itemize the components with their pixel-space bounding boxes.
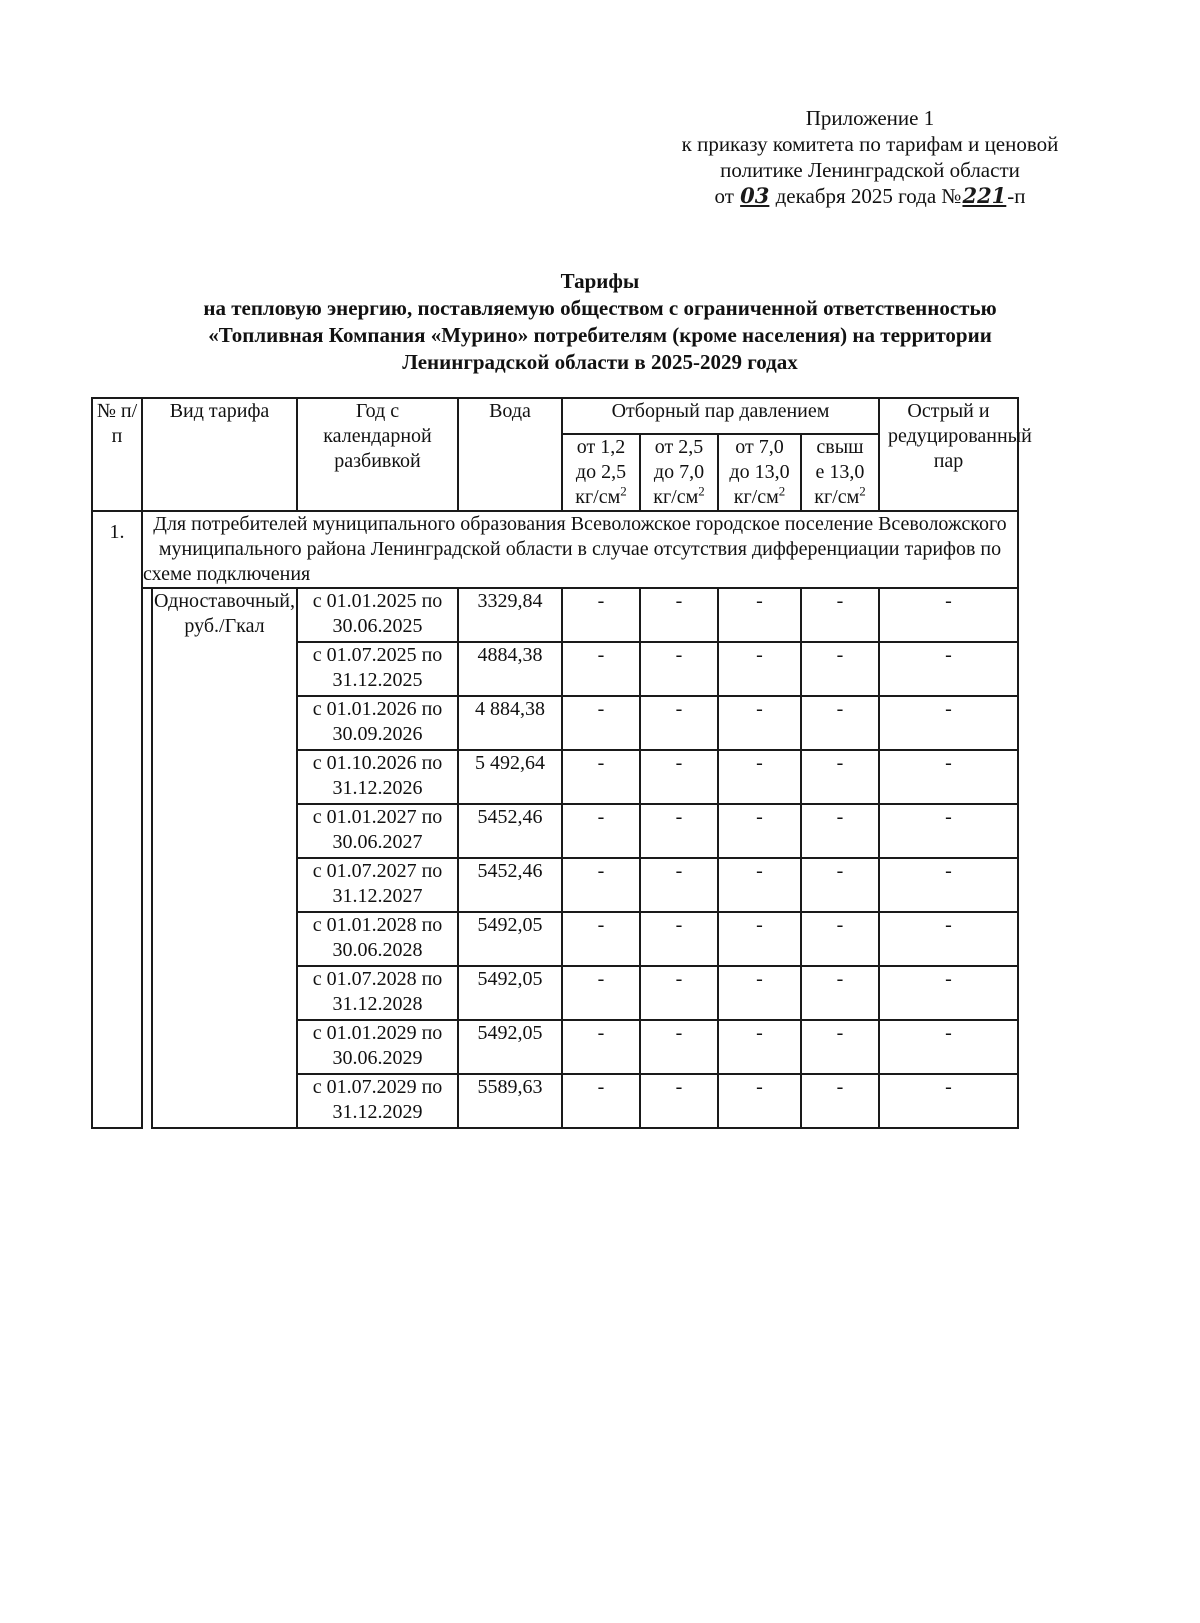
date-prefix: от [714, 184, 740, 208]
steam-3-cell: - [718, 912, 801, 966]
steam-4-cell: - [801, 966, 879, 1020]
acute-steam-cell: - [879, 912, 1018, 966]
water-tariff-cell: 4 884,38 [458, 696, 562, 750]
header-acute-steam: Острый и редуцированный пар [879, 398, 1018, 511]
header-num: № п/п [92, 398, 142, 511]
steam-2-cell: - [640, 912, 718, 966]
header-water: Вода [458, 398, 562, 511]
steam-1-cell: - [562, 804, 640, 858]
header-pressure-1: от 1,2 до 2,5 $кг/см^2$ [562, 434, 640, 511]
steam-4-cell: - [801, 642, 879, 696]
acute-steam-cell: - [879, 588, 1018, 642]
period-cell: с 01.07.2029 по 31.12.2029 [297, 1074, 458, 1128]
steam-2-cell: - [640, 858, 718, 912]
title-line-3: «Топливная Компания «Мурино» потребителям (кроме населения) на территории [208, 323, 992, 347]
steam-3-cell: - [718, 588, 801, 642]
acute-steam-cell: - [879, 804, 1018, 858]
steam-2-cell: - [640, 642, 718, 696]
water-tariff-cell: 5492,05 [458, 966, 562, 1020]
steam-3-cell: - [718, 858, 801, 912]
steam-2-cell: - [640, 966, 718, 1020]
appendix-committee-line: политике Ленинградской области [720, 158, 1020, 182]
date-suffix: -п [1007, 184, 1026, 208]
steam-2-cell: - [640, 750, 718, 804]
document-title [120, 268, 1080, 376]
section-description: Для потребителей муниципального образования Всеволожское городское поселение Всеволожского муниципального района Ленинградской области в случае отсутствия дифференциации тарифов по схеме подключения [142, 511, 1018, 588]
header-type: Вид тарифа [142, 398, 297, 511]
steam-4-cell: - [801, 858, 879, 912]
steam-3-cell: - [718, 966, 801, 1020]
steam-4-cell: - [801, 750, 879, 804]
section-row [92, 511, 1018, 588]
table-body [92, 511, 1018, 1128]
section-number: 1. [92, 511, 142, 1128]
handwritten-order-number: 221 [962, 183, 1007, 208]
steam-1-cell: - [562, 588, 640, 642]
acute-steam-cell: - [879, 1020, 1018, 1074]
steam-2-cell: - [640, 1074, 718, 1128]
appendix-header [640, 105, 1100, 209]
steam-4-cell: - [801, 912, 879, 966]
period-cell: с 01.07.2028 по 31.12.2028 [297, 966, 458, 1020]
steam-1-cell: - [562, 642, 640, 696]
appendix-date-line [640, 183, 1100, 209]
acute-steam-cell: - [879, 1074, 1018, 1128]
steam-2-cell: - [640, 804, 718, 858]
steam-2-cell: - [640, 696, 718, 750]
water-tariff-cell: 5452,46 [458, 804, 562, 858]
water-tariff-cell: 4884,38 [458, 642, 562, 696]
title-line-4: Ленинградской области в 2025-2029 годах [402, 350, 798, 374]
acute-steam-cell: - [879, 966, 1018, 1020]
acute-steam-cell: - [879, 696, 1018, 750]
handwritten-day: 03 [740, 183, 770, 208]
period-cell: с 01.01.2026 по 30.09.2026 [297, 696, 458, 750]
steam-1-cell: - [562, 696, 640, 750]
steam-4-cell: - [801, 588, 879, 642]
steam-3-cell: - [718, 804, 801, 858]
steam-4-cell: - [801, 1020, 879, 1074]
header-row [92, 398, 1018, 434]
appendix-title: Приложение 1 [805, 106, 935, 130]
header-pressure-3: от 7,0 до 13,0 $кг/см^2$ [718, 434, 801, 511]
water-tariff-cell: 5 492,64 [458, 750, 562, 804]
period-cell: с 01.07.2025 по 31.12.2025 [297, 642, 458, 696]
period-cell: с 01.01.2027 по 30.06.2027 [297, 804, 458, 858]
steam-3-cell: - [718, 696, 801, 750]
acute-steam-cell: - [879, 642, 1018, 696]
header-steam: Отборный пар давлением [562, 398, 879, 434]
water-tariff-cell: 3329,84 [458, 588, 562, 642]
steam-3-cell: - [718, 750, 801, 804]
steam-1-cell: - [562, 750, 640, 804]
steam-2-cell: - [640, 1020, 718, 1074]
table-row [92, 588, 1018, 642]
title-line-2: на тепловую энергию, поставляемую обществом с ограниченной ответственностью [203, 296, 997, 320]
steam-3-cell: - [718, 1074, 801, 1128]
steam-1-cell: - [562, 912, 640, 966]
title-line-1: Тарифы [560, 269, 640, 293]
steam-4-cell: - [801, 1074, 879, 1128]
steam-2-cell: - [640, 588, 718, 642]
period-cell: с 01.10.2026 по 31.12.2026 [297, 750, 458, 804]
header-pressure-2: от 2,5 до 7,0 $кг/см^2$ [640, 434, 718, 511]
water-tariff-cell: 5492,05 [458, 912, 562, 966]
steam-1-cell: - [562, 1020, 640, 1074]
water-tariff-cell: 5452,46 [458, 858, 562, 912]
steam-4-cell: - [801, 804, 879, 858]
header-year: Год с календарной разбивкой [297, 398, 458, 511]
acute-steam-cell: - [879, 750, 1018, 804]
period-cell: с 01.07.2027 по 31.12.2027 [297, 858, 458, 912]
acute-steam-cell: - [879, 858, 1018, 912]
appendix-order-line: к приказу комитета по тарифам и ценовой [681, 132, 1059, 156]
steam-1-cell: - [562, 966, 640, 1020]
period-cell: с 01.01.2025 по 30.06.2025 [297, 588, 458, 642]
tariffs-table [91, 397, 1032, 1129]
water-tariff-cell: 5492,05 [458, 1020, 562, 1074]
period-cell: с 01.01.2029 по 30.06.2029 [297, 1020, 458, 1074]
header-pressure-4: свыш е 13,0 $кг/см^2$ [801, 434, 879, 511]
steam-1-cell: - [562, 858, 640, 912]
steam-4-cell: - [801, 696, 879, 750]
water-tariff-cell: 5589,63 [458, 1074, 562, 1128]
steam-3-cell: - [718, 1020, 801, 1074]
date-mid: декабря 2025 года № [770, 184, 962, 208]
indent-cell [142, 588, 152, 1128]
steam-1-cell: - [562, 1074, 640, 1128]
tariff-type: Одноставочный, руб./Гкал [152, 588, 297, 1128]
period-cell: с 01.01.2028 по 30.06.2028 [297, 912, 458, 966]
steam-3-cell: - [718, 642, 801, 696]
